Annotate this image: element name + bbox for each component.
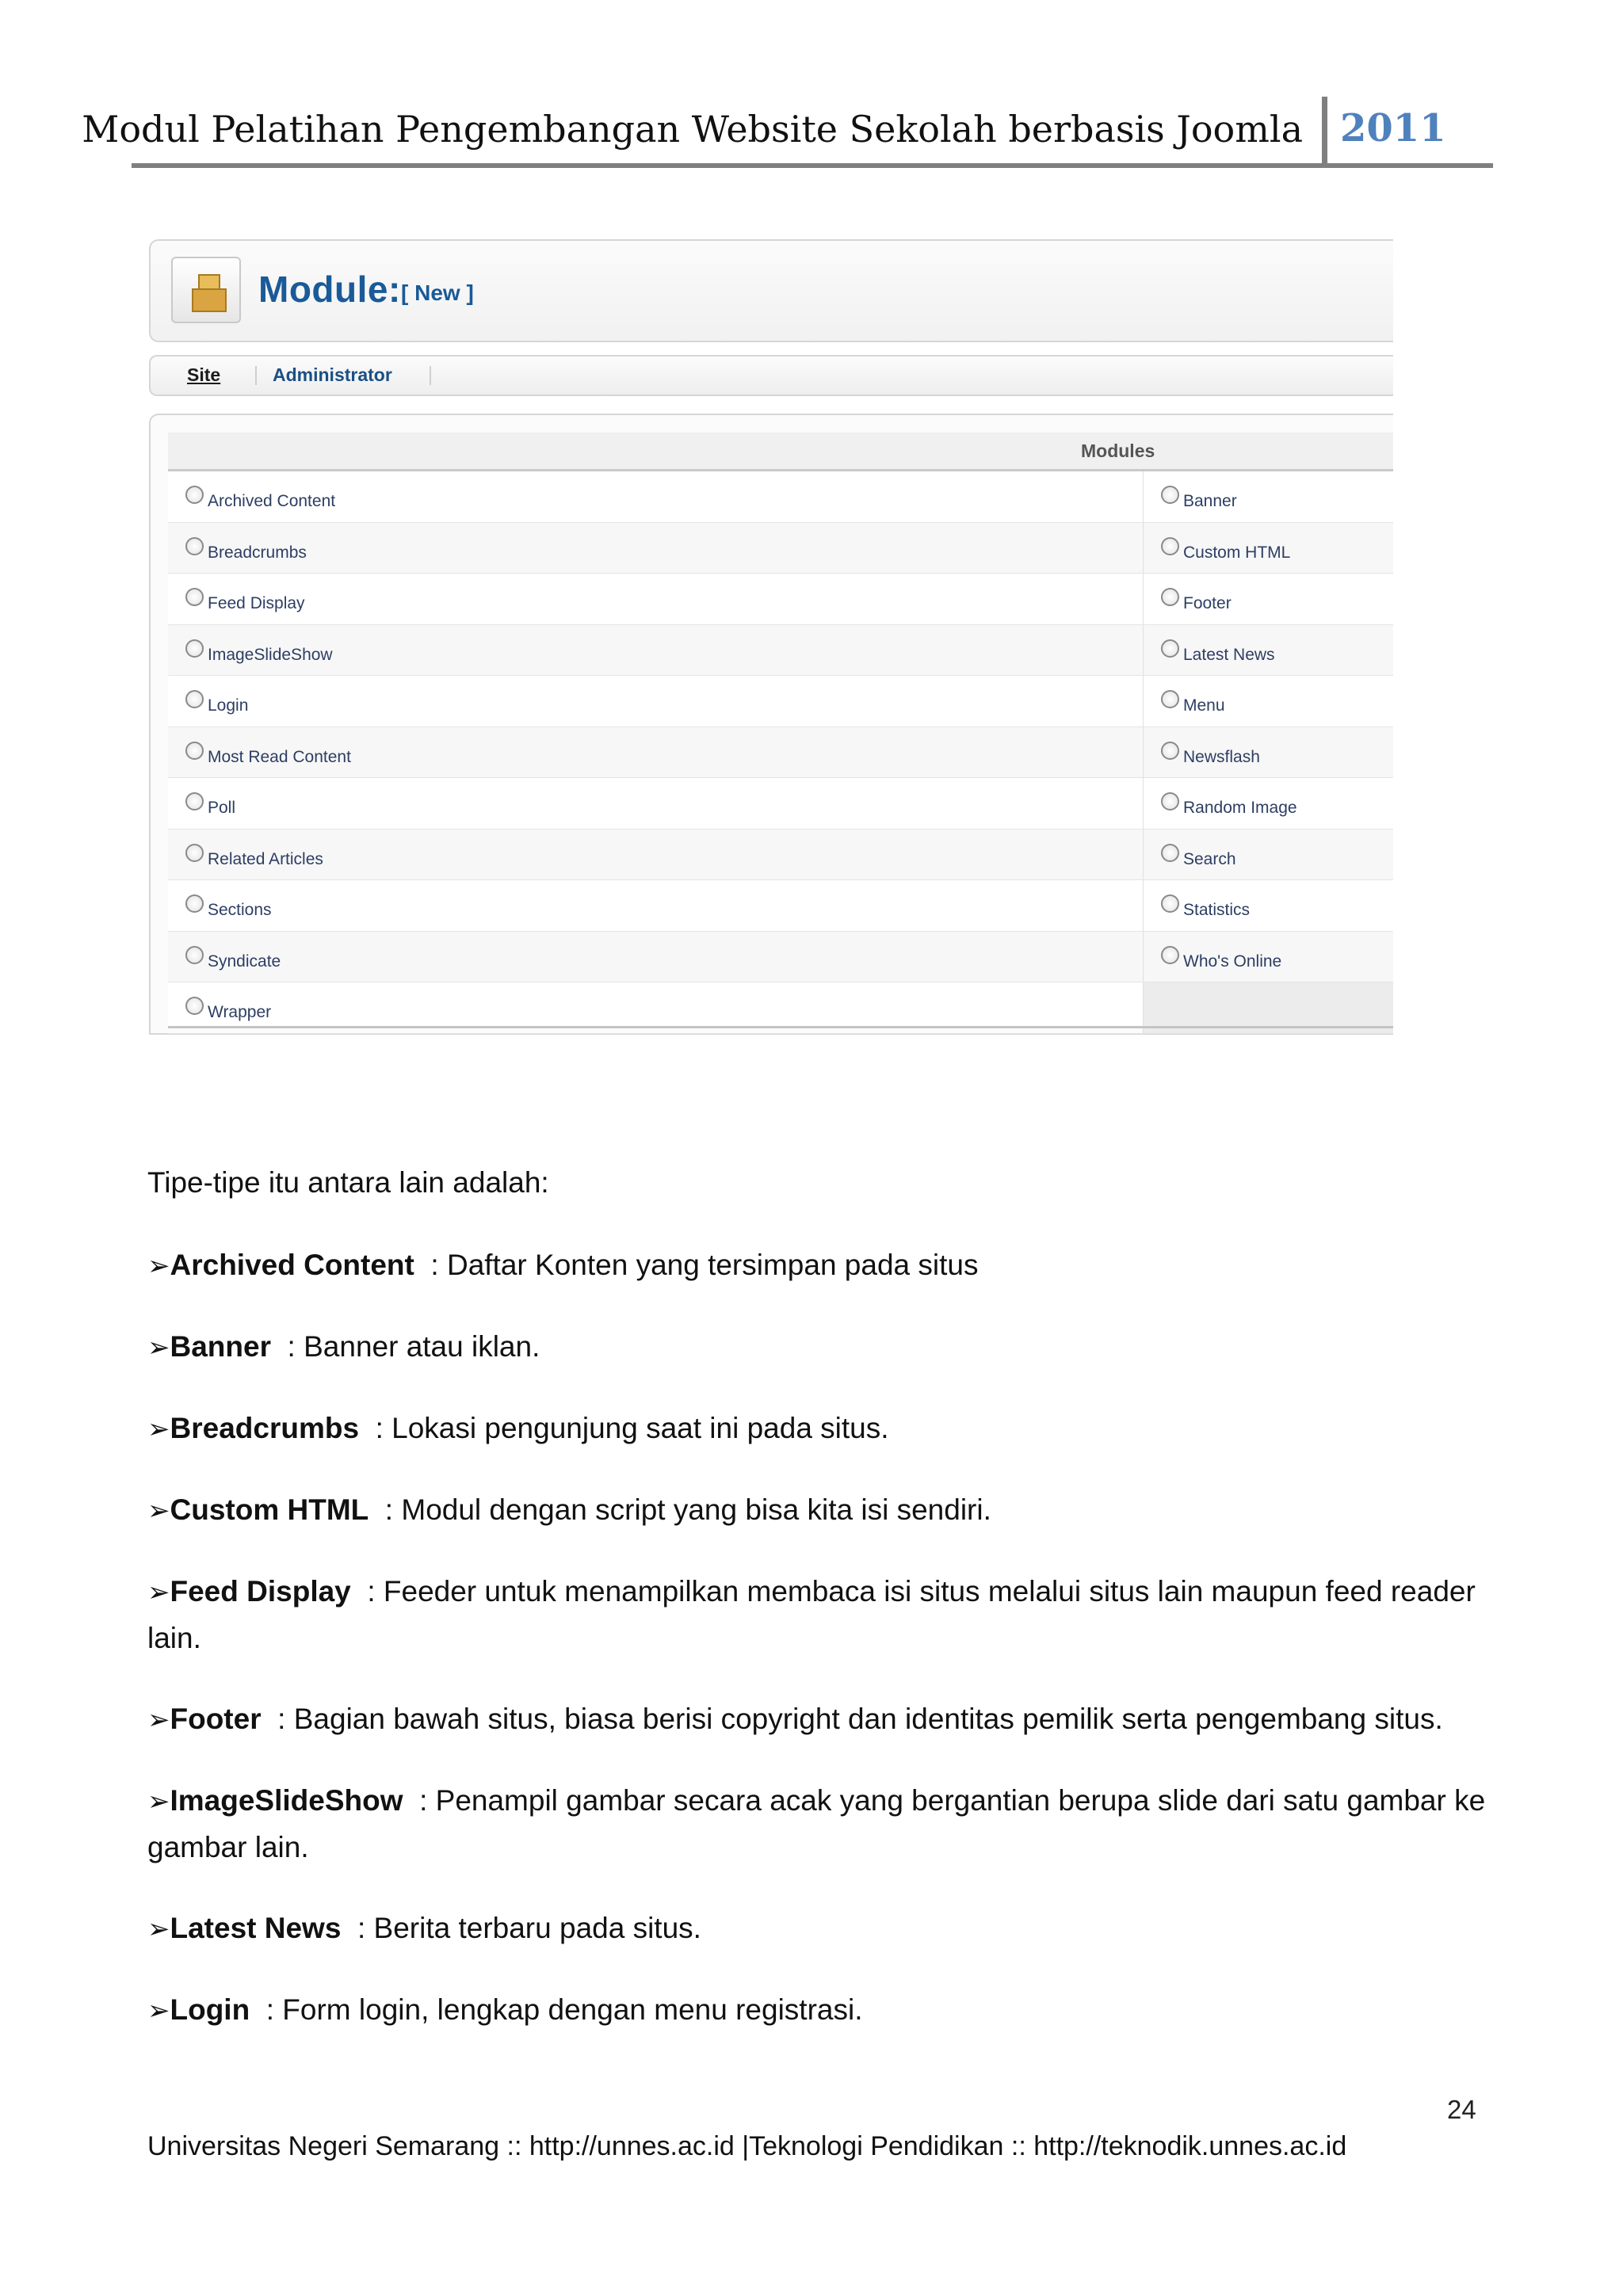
module-toolbar <box>149 239 1393 342</box>
item-description: : Banner atau iklan. <box>270 1330 540 1363</box>
module-radio[interactable] <box>1161 690 1179 708</box>
item-description: : Modul dengan script yang bisa kita isi sendiri. <box>369 1493 991 1526</box>
module-radio[interactable] <box>185 792 204 810</box>
module-cell <box>168 523 1144 574</box>
arrow-bullet-icon: ➢ <box>147 1250 170 1282</box>
page-number: 24 <box>1447 2095 1476 2124</box>
item-description: : Lokasi pengunjung saat ini pada situs. <box>359 1412 889 1444</box>
module-label[interactable]: Custom HTML <box>1183 543 1291 562</box>
tab-site[interactable]: Site <box>187 364 221 385</box>
module-cell <box>1144 625 1393 676</box>
table-row <box>168 676 1393 727</box>
module-radio[interactable] <box>1161 742 1179 760</box>
table-row <box>168 932 1393 983</box>
module-label[interactable]: Wrapper <box>208 1003 272 1021</box>
tab-divider <box>255 366 257 385</box>
module-radio[interactable] <box>185 639 204 658</box>
module-cell <box>168 778 1144 829</box>
intro-text: Tipe-tipe itu antara lain adalah: <box>147 1166 549 1199</box>
module-cell <box>1144 727 1393 778</box>
table-row <box>168 625 1393 677</box>
module-cell <box>168 471 1144 522</box>
module-label[interactable]: Syndicate <box>208 952 281 971</box>
arrow-bullet-icon: ➢ <box>147 1332 170 1363</box>
module-radio[interactable] <box>1161 537 1179 555</box>
module-label[interactable]: Banner <box>1183 492 1237 510</box>
module-cell <box>1144 676 1393 727</box>
module-label[interactable]: Most Read Content <box>208 747 351 766</box>
module-radio[interactable] <box>185 690 204 708</box>
module-label[interactable]: Login <box>208 696 249 715</box>
item-description: : Daftar Konten yang tersimpan pada situs <box>414 1249 979 1281</box>
table-row <box>168 778 1393 830</box>
modules-table-header <box>168 433 1393 471</box>
module-radio[interactable] <box>1161 486 1179 504</box>
modules-table <box>168 433 1393 1028</box>
item-description: : Berita terbaru pada situs. <box>341 1912 701 1944</box>
header-separator <box>1322 97 1327 166</box>
item-term: Archived Content <box>170 1249 414 1281</box>
item-term: Banner <box>170 1330 271 1363</box>
module-label[interactable]: Latest News <box>1183 645 1275 664</box>
tab-administrator[interactable]: Administrator <box>273 364 392 385</box>
item-description: : Bagian bawah situs, biasa berisi copyright dan identitas pemilik serta pengembang situs. <box>261 1703 1443 1735</box>
module-label[interactable]: Related Articles <box>208 849 323 868</box>
module-label[interactable]: Breadcrumbs <box>208 543 307 562</box>
arrow-bullet-icon: ➢ <box>147 1577 170 1608</box>
module-radio[interactable] <box>185 997 204 1015</box>
item-term: Login <box>170 1993 250 2026</box>
module-cell <box>1144 932 1393 982</box>
page-footer: Universitas Negeri Semarang :: http://unnes.ac.id |Teknologi Pendidikan :: http://teknodik.unnes.ac.id <box>147 2131 1347 2161</box>
module-label[interactable]: Who's Online <box>1183 952 1282 971</box>
module-radio[interactable] <box>1161 844 1179 862</box>
modules-frame <box>149 414 1393 1035</box>
module-state: [ New ] <box>401 280 474 305</box>
module-radio[interactable] <box>185 946 204 964</box>
module-cell <box>168 625 1144 676</box>
item-term: Custom HTML <box>170 1493 369 1526</box>
list-item <box>147 1905 1495 1952</box>
table-row <box>168 523 1393 574</box>
item-term: Breadcrumbs <box>170 1412 360 1444</box>
list-item <box>147 1242 1495 1289</box>
item-term: ImageSlideShow <box>170 1784 403 1817</box>
list-item <box>147 1569 1495 1661</box>
module-cell <box>1144 880 1393 931</box>
module-label[interactable]: Menu <box>1183 696 1225 715</box>
header-title: Modul Pelatihan Pengembangan Website Sekolah berbasis Joomla <box>82 108 1303 151</box>
module-label[interactable]: Footer <box>1183 594 1232 612</box>
page-header <box>82 93 1493 170</box>
module-radio[interactable] <box>185 742 204 760</box>
module-radio[interactable] <box>1161 894 1179 913</box>
modules-rows <box>168 471 1393 1034</box>
table-bottom-rule <box>168 1026 1393 1028</box>
module-cell <box>168 932 1144 982</box>
item-description: : Penampil gambar secara acak yang bergantian berupa slide dari satu gambar ke gambar lain. <box>147 1784 1494 1863</box>
module-cell <box>168 727 1144 778</box>
tab-divider <box>430 366 431 385</box>
module-label[interactable]: Sections <box>208 901 272 919</box>
header-year: 2011 <box>1340 106 1446 151</box>
module-description-list <box>147 1242 1495 2069</box>
module-label[interactable]: Poll <box>208 799 236 817</box>
list-item <box>147 1324 1495 1371</box>
arrow-bullet-icon: ➢ <box>147 1413 170 1445</box>
module-radio[interactable] <box>1161 588 1179 606</box>
list-item <box>147 1696 1495 1743</box>
arrow-bullet-icon: ➢ <box>147 1913 170 1945</box>
list-item <box>147 1778 1495 1871</box>
table-row <box>168 830 1393 881</box>
module-label[interactable]: Random Image <box>1183 799 1297 817</box>
module-box-icon <box>171 257 241 323</box>
module-radio[interactable] <box>185 844 204 862</box>
module-label[interactable]: Search <box>1183 849 1236 868</box>
module-cell <box>1144 778 1393 829</box>
arrow-bullet-icon: ➢ <box>147 1704 170 1736</box>
module-radio[interactable] <box>185 486 204 504</box>
module-cell <box>168 982 1144 1033</box>
module-cell <box>1144 982 1393 1033</box>
arrow-bullet-icon: ➢ <box>147 1495 170 1527</box>
table-row <box>168 727 1393 779</box>
arrow-bullet-icon: ➢ <box>147 1995 170 2027</box>
item-term: Feed Display <box>170 1575 351 1608</box>
module-cell <box>168 830 1144 880</box>
module-title: Module: <box>258 269 401 310</box>
module-radio[interactable] <box>185 537 204 555</box>
module-label[interactable]: Statistics <box>1183 901 1251 919</box>
module-radio[interactable] <box>185 894 204 913</box>
module-cell <box>1144 471 1393 522</box>
arrow-bullet-icon: ➢ <box>147 1786 170 1817</box>
module-radio[interactable] <box>1161 946 1179 964</box>
module-radio[interactable] <box>1161 639 1179 658</box>
joomla-module-screenshot <box>147 238 1392 1032</box>
module-label[interactable]: Newsflash <box>1183 747 1260 766</box>
client-tabs <box>149 355 1393 396</box>
module-cell <box>168 676 1144 727</box>
modules-header-label: Modules <box>1081 441 1155 461</box>
item-description: : Form login, lengkap dengan menu registrasi. <box>250 1993 863 2026</box>
module-radio[interactable] <box>1161 792 1179 810</box>
module-cell <box>168 574 1144 624</box>
module-label[interactable]: Feed Display <box>208 594 305 612</box>
list-item <box>147 1987 1495 2034</box>
table-row <box>168 471 1393 523</box>
header-rule <box>132 163 1493 168</box>
item-description: : Feeder untuk menampilkan membaca isi situs melalui situs lain maupun feed reader lain. <box>147 1575 1484 1654</box>
module-cell <box>1144 830 1393 880</box>
item-term: Footer <box>170 1703 262 1735</box>
table-row <box>168 880 1393 932</box>
table-row <box>168 574 1393 625</box>
module-label[interactable]: Archived Content <box>208 492 336 510</box>
module-cell <box>168 880 1144 931</box>
module-radio[interactable] <box>185 588 204 606</box>
item-term: Latest News <box>170 1912 342 1944</box>
module-cell <box>1144 574 1393 624</box>
list-item <box>147 1487 1495 1534</box>
module-label[interactable]: ImageSlideShow <box>208 645 333 664</box>
module-cell <box>1144 523 1393 574</box>
list-item <box>147 1405 1495 1452</box>
